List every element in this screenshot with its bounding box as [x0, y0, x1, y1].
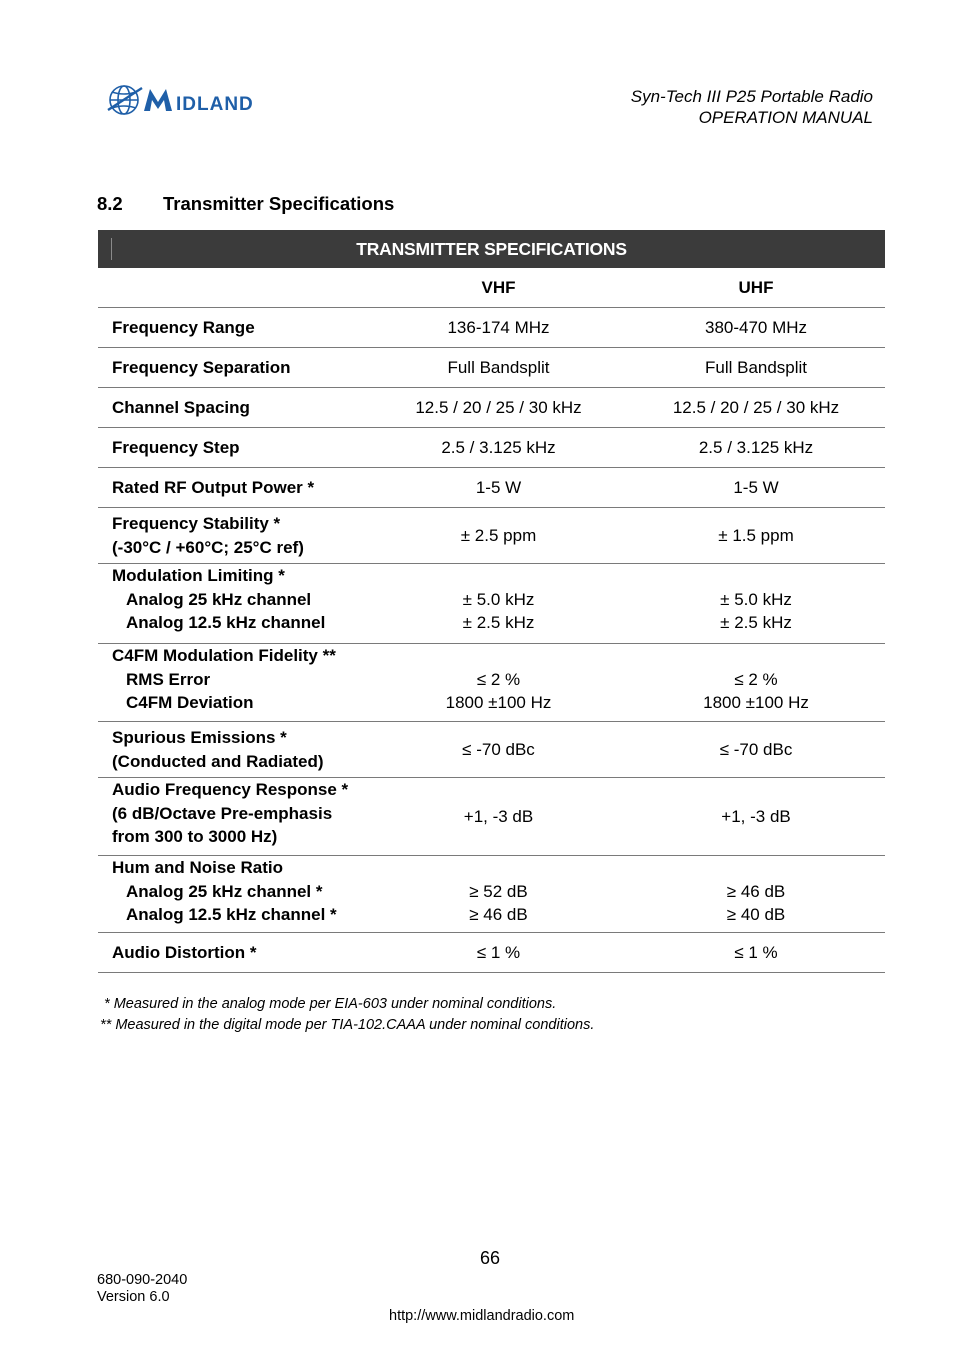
vhf-value: 2.5 / 3.125 kHz — [370, 428, 627, 468]
uhf-subvalue: ≤ 2 % — [734, 669, 778, 689]
row-label-line: C4FM Modulation Fidelity ** — [112, 646, 336, 665]
table-row — [98, 856, 885, 933]
column-header-row — [98, 268, 885, 308]
row-label — [98, 856, 370, 933]
uhf-value: Full Bandsplit — [627, 348, 885, 388]
vhf-value: 136-174 MHz — [370, 308, 627, 348]
vhf-header: VHF — [370, 268, 627, 308]
row-label-line: Hum and Noise Ratio — [112, 858, 283, 877]
vhf-value: ≤ -70 dBc — [370, 722, 627, 778]
transmitter-spec-table — [98, 230, 885, 973]
midland-logo — [106, 80, 302, 120]
table-row — [98, 388, 885, 428]
row-sublabel: RMS Error — [126, 669, 211, 689]
doc-number: 680-090-2040 — [97, 1272, 188, 1288]
row-label — [98, 564, 370, 644]
vhf-value — [370, 644, 627, 722]
row-label-line: (-30°C / +60°C; 25°C ref) — [112, 537, 304, 557]
row-label-line: (Conducted and Radiated) — [112, 751, 324, 771]
table-row — [98, 644, 885, 722]
row-label-line: (6 dB/Octave Pre-emphasis — [112, 803, 333, 823]
vhf-subvalue: ≤ 2 % — [476, 669, 521, 689]
vhf-value: ≤ 1 % — [370, 933, 627, 973]
table-row — [98, 564, 885, 644]
page-number: 66 — [480, 1248, 501, 1268]
banner-divider — [111, 238, 112, 260]
vhf-subvalue: 1800 ±100 Hz — [445, 693, 552, 712]
logo-wordmark — [144, 89, 172, 111]
table-row — [98, 308, 885, 348]
uhf-value: ± 1.5 ppm — [627, 508, 885, 564]
svg-text:IDLAND: IDLAND — [176, 94, 254, 115]
row-label: Frequency Separation — [98, 348, 370, 388]
uhf-value: +1, -3 dB — [627, 778, 885, 856]
uhf-subvalue: ± 2.5 kHz — [720, 613, 792, 632]
row-label-line: Spurious Emissions * — [112, 728, 287, 747]
footer-doc-info — [97, 1272, 187, 1306]
vhf-subvalue: ± 5.0 kHz — [462, 589, 535, 609]
row-label-line: from 300 to 3000 Hz) — [112, 827, 278, 846]
row-label: Audio Distortion * — [98, 933, 370, 973]
uhf-subvalue: ≥ 40 dB — [726, 905, 786, 924]
row-label — [98, 508, 370, 564]
uhf-header: UHF — [627, 268, 885, 308]
vhf-value: ± 2.5 ppm — [370, 508, 627, 564]
uhf-subvalue: 1800 ±100 Hz — [703, 693, 809, 712]
table-row — [98, 348, 885, 388]
row-label — [98, 778, 370, 856]
table-row — [98, 722, 885, 778]
section-title: Transmitter Specifications — [163, 193, 395, 214]
row-sublabel: Analog 25 kHz channel — [126, 589, 312, 609]
vhf-value: Full Bandsplit — [370, 348, 627, 388]
empty-header-cell — [98, 268, 370, 308]
uhf-value — [627, 856, 885, 933]
footer-url-link[interactable]: http://www.midlandradio.com — [389, 1308, 575, 1324]
doc-version: Version 6.0 — [97, 1289, 170, 1305]
doc-title-line2: OPERATION MANUAL — [698, 108, 873, 127]
uhf-value: 380-470 MHz — [627, 308, 885, 348]
table-banner-label: TRANSMITTER SPECIFICATIONS — [356, 238, 627, 259]
table-row — [98, 468, 885, 508]
row-sublabel: Analog 12.5 kHz channel * — [126, 905, 337, 924]
row-sublabel: C4FM Deviation — [126, 693, 254, 712]
row-label: Frequency Range — [98, 308, 370, 348]
vhf-value: 1-5 W — [370, 468, 627, 508]
doc-title-line1: Syn-Tech III P25 Portable Radio — [630, 87, 873, 106]
table-row — [98, 778, 885, 856]
table-row — [98, 933, 885, 973]
uhf-value: 12.5 / 20 / 25 / 30 kHz — [627, 388, 885, 428]
row-label — [98, 722, 370, 778]
row-label: Channel Spacing — [98, 388, 370, 428]
row-label: Rated RF Output Power * — [98, 468, 370, 508]
row-label-line: Audio Frequency Response * — [112, 780, 349, 799]
uhf-value: 2.5 / 3.125 kHz — [627, 428, 885, 468]
footnotes — [100, 994, 594, 1036]
vhf-value — [370, 564, 627, 644]
uhf-value: ≤ 1 % — [627, 933, 885, 973]
row-sublabel: Analog 25 kHz channel * — [126, 881, 323, 901]
vhf-subvalue: ≥ 46 dB — [469, 905, 528, 924]
footnote-analog: * Measured in the analog mode per EIA-603 under nominal conditions. — [100, 996, 557, 1012]
vhf-value: +1, -3 dB — [370, 778, 627, 856]
uhf-value — [627, 644, 885, 722]
table-banner — [98, 230, 885, 268]
uhf-value: ≤ -70 dBc — [627, 722, 885, 778]
table-row — [98, 508, 885, 564]
section-number: 8.2 — [97, 193, 123, 214]
row-label-line: Frequency Stability * — [112, 514, 281, 533]
row-label-line: Modulation Limiting * — [112, 566, 285, 585]
vhf-subvalue: ± 2.5 kHz — [462, 613, 535, 632]
vhf-subvalue: ≥ 52 dB — [469, 881, 528, 901]
globe-icon — [108, 86, 142, 114]
uhf-subvalue: ≥ 46 dB — [726, 881, 786, 901]
table-row — [98, 428, 885, 468]
footnote-digital: ** Measured in the digital mode per TIA-102.CAAA under nominal conditions. — [100, 1017, 595, 1033]
vhf-value — [370, 856, 627, 933]
vhf-value: 12.5 / 20 / 25 / 30 kHz — [370, 388, 627, 428]
row-label — [98, 644, 370, 722]
uhf-value: 1-5 W — [627, 468, 885, 508]
row-sublabel: Analog 12.5 kHz channel — [126, 613, 326, 632]
row-label: Frequency Step — [98, 428, 370, 468]
section-heading — [97, 193, 394, 215]
document-header — [631, 86, 873, 128]
uhf-value — [627, 564, 885, 644]
uhf-subvalue: ± 5.0 kHz — [720, 589, 792, 609]
